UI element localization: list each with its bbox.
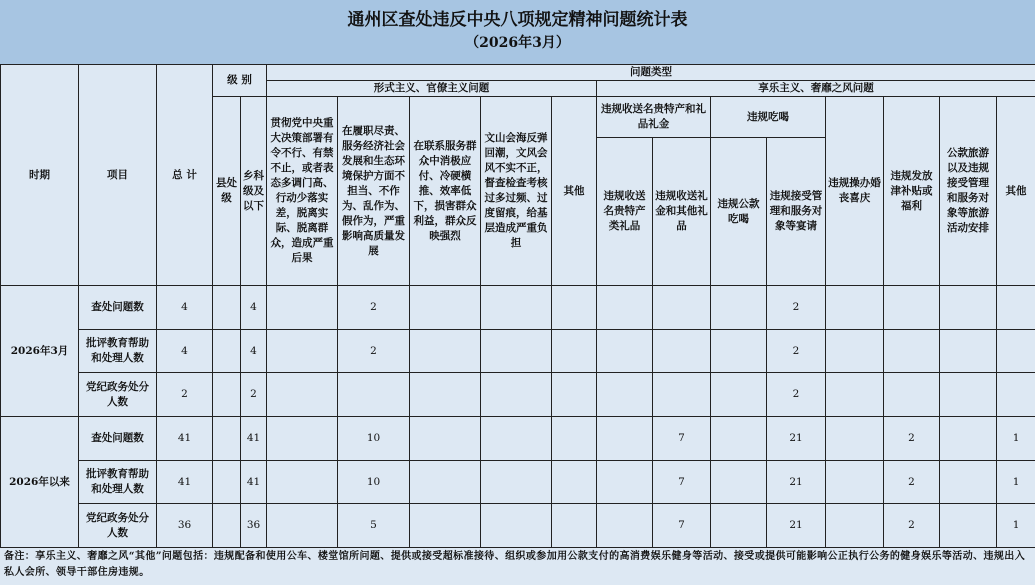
data-cell: 10	[338, 417, 410, 461]
data-cell	[653, 286, 711, 330]
data-cell: 2	[884, 504, 940, 548]
header-formalism-col-3: 在联系服务群众中消极应付、冷硬横推、效率低下，损害群众利益，群众反映强烈	[410, 97, 481, 286]
total-cell: 41	[157, 460, 213, 504]
item-cell: 党纪政务处分人数	[79, 504, 157, 548]
data-cell	[552, 504, 597, 548]
data-cell	[552, 286, 597, 330]
footnote: 备注：享乐主义、奢靡之风“其他”问题包括：违规配备和使用公车、楼堂馆所问题、提供或接受超标准接待、组织或参加用公款支付的高消费娱乐健身等活动、接受或提供可能影响公正执行公务的健身娱乐等活动、违规出入私人会所、领导干部住房违规。	[4, 551, 1026, 578]
data-cell	[826, 460, 884, 504]
data-cell	[597, 329, 653, 373]
data-cell	[826, 417, 884, 461]
data-cell	[711, 460, 767, 504]
data-cell	[267, 460, 338, 504]
header-gift-col-money: 违规收送礼金和其他礼品	[653, 138, 711, 286]
data-cell	[940, 460, 997, 504]
data-cell	[997, 286, 1035, 330]
item-cell: 批评教育帮助和处理人数	[79, 329, 157, 373]
header-formalism-col-other: 其他	[552, 97, 597, 286]
header-formalism-col-4: 文山会海反弹回潮，文风会风不实不正，督查检查考核过多过频、过度留痕，给基层造成严重负担	[481, 97, 552, 286]
header-eat-col-banquet: 违规接受管理和服务对象等宴请	[767, 138, 826, 286]
data-cell	[597, 373, 653, 417]
item-cell: 批评教育帮助和处理人数	[79, 460, 157, 504]
title-band	[0, 0, 1035, 65]
data-cell: 10	[338, 460, 410, 504]
data-cell: 1	[997, 460, 1035, 504]
data-cell	[653, 373, 711, 417]
total-cell: 41	[157, 417, 213, 461]
data-cell	[410, 329, 481, 373]
data-cell: 2	[338, 286, 410, 330]
data-cell	[884, 373, 940, 417]
data-cell	[597, 286, 653, 330]
data-cell: 21	[767, 460, 826, 504]
data-cell	[552, 460, 597, 504]
data-cell	[711, 504, 767, 548]
data-cell	[597, 460, 653, 504]
data-cell	[826, 504, 884, 548]
data-cell: 7	[653, 417, 711, 461]
data-cell	[267, 329, 338, 373]
header-eat-group: 违规吃喝	[711, 97, 826, 138]
header-gift-col-specialty: 违规收送名贵特产类礼品	[597, 138, 653, 286]
data-cell	[711, 417, 767, 461]
data-cell	[481, 373, 552, 417]
data-cell: 41	[241, 460, 267, 504]
data-cell	[884, 286, 940, 330]
data-cell: 21	[767, 417, 826, 461]
data-cell: 2	[884, 417, 940, 461]
statistics-table	[0, 64, 1035, 548]
total-cell: 4	[157, 286, 213, 330]
data-cell	[213, 504, 241, 548]
data-cell: 2	[241, 373, 267, 417]
data-cell	[597, 417, 653, 461]
header-gift-group: 违规收送名贵特产和礼品礼金	[597, 97, 711, 138]
data-cell: 4	[241, 329, 267, 373]
header-township-level: 乡科级及以下	[241, 97, 267, 286]
page-title: 通州区查处违反中央八项规定精神问题统计表	[347, 10, 688, 30]
data-cell: 5	[338, 504, 410, 548]
data-cell	[410, 373, 481, 417]
header-hedonism-group: 享乐主义、奢靡之风问题	[597, 81, 1035, 97]
total-cell: 36	[157, 504, 213, 548]
data-cell	[653, 329, 711, 373]
table-row	[1, 417, 1035, 461]
period-cell: 2026年以来	[1, 417, 79, 548]
header-hedonism-col-travel: 公款旅游以及违规接受管理和服务对象等旅游活动安排	[940, 97, 997, 286]
header-item: 项目	[79, 65, 157, 286]
data-cell	[410, 460, 481, 504]
data-cell	[481, 329, 552, 373]
data-cell	[481, 286, 552, 330]
data-cell	[997, 373, 1035, 417]
data-cell	[481, 504, 552, 548]
data-cell	[711, 329, 767, 373]
data-cell: 7	[653, 504, 711, 548]
data-cell	[940, 417, 997, 461]
data-cell	[338, 373, 410, 417]
header-eat-col-public-funds: 违规公款吃喝	[711, 138, 767, 286]
data-cell	[481, 460, 552, 504]
header-hedonism-col-other: 其他	[997, 97, 1035, 286]
data-cell: 41	[241, 417, 267, 461]
data-cell	[267, 286, 338, 330]
data-cell	[711, 373, 767, 417]
total-cell: 4	[157, 329, 213, 373]
data-cell	[267, 417, 338, 461]
data-cell: 21	[767, 504, 826, 548]
data-cell: 4	[241, 286, 267, 330]
header-period: 时期	[1, 65, 79, 286]
data-cell	[213, 460, 241, 504]
data-cell: 36	[241, 504, 267, 548]
data-cell	[410, 286, 481, 330]
data-cell	[481, 417, 552, 461]
page-subtitle: （2026年3月）	[465, 35, 570, 51]
table-row	[1, 286, 1035, 330]
data-cell	[410, 504, 481, 548]
data-cell	[213, 373, 241, 417]
table-row	[1, 329, 1035, 373]
data-cell: 2	[767, 329, 826, 373]
data-cell	[213, 286, 241, 330]
header-level: 级 别	[213, 65, 267, 97]
data-cell: 1	[997, 504, 1035, 548]
data-cell	[213, 329, 241, 373]
total-cell: 2	[157, 373, 213, 417]
data-cell	[597, 504, 653, 548]
data-cell	[940, 504, 997, 548]
data-cell	[826, 329, 884, 373]
data-cell	[884, 329, 940, 373]
data-cell: 2	[767, 286, 826, 330]
table-row	[1, 373, 1035, 417]
data-cell	[213, 417, 241, 461]
data-cell	[711, 286, 767, 330]
data-cell: 2	[884, 460, 940, 504]
data-cell	[940, 286, 997, 330]
data-cell: 2	[338, 329, 410, 373]
data-cell	[940, 373, 997, 417]
data-cell: 1	[997, 417, 1035, 461]
header-county-level: 县处级	[213, 97, 241, 286]
item-cell: 查处问题数	[79, 286, 157, 330]
data-cell	[267, 504, 338, 548]
table-row	[1, 504, 1035, 548]
data-cell	[826, 286, 884, 330]
table-row	[1, 460, 1035, 504]
data-cell	[997, 329, 1035, 373]
data-cell	[552, 373, 597, 417]
data-cell	[267, 373, 338, 417]
header-hedonism-col-wedding: 违规操办婚丧喜庆	[826, 97, 884, 286]
header-hedonism-col-allowance: 违规发放津补贴或福利	[884, 97, 940, 286]
data-cell	[552, 417, 597, 461]
data-cell: 7	[653, 460, 711, 504]
data-cell	[826, 373, 884, 417]
data-cell	[410, 417, 481, 461]
header-formalism-col-2: 在履职尽责、服务经济社会发展和生态环境保护方面不担当、不作为、乱作为、假作为，严重影响高质量发展	[338, 97, 410, 286]
header-total: 总 计	[157, 65, 213, 286]
item-cell: 查处问题数	[79, 417, 157, 461]
header-formalism-col-1: 贯彻党中央重大决策部署有令不行、有禁不止，或者表态多调门高、行动少落实差，脱离实际、脱离群众，造成严重后果	[267, 97, 338, 286]
data-cell	[552, 329, 597, 373]
period-cell: 2026年3月	[1, 286, 79, 417]
data-cell	[940, 329, 997, 373]
item-cell: 党纪政务处分人数	[79, 373, 157, 417]
header-problem-type: 问题类型	[267, 65, 1035, 81]
header-formalism-group: 形式主义、官僚主义问题	[267, 81, 597, 97]
data-cell: 2	[767, 373, 826, 417]
